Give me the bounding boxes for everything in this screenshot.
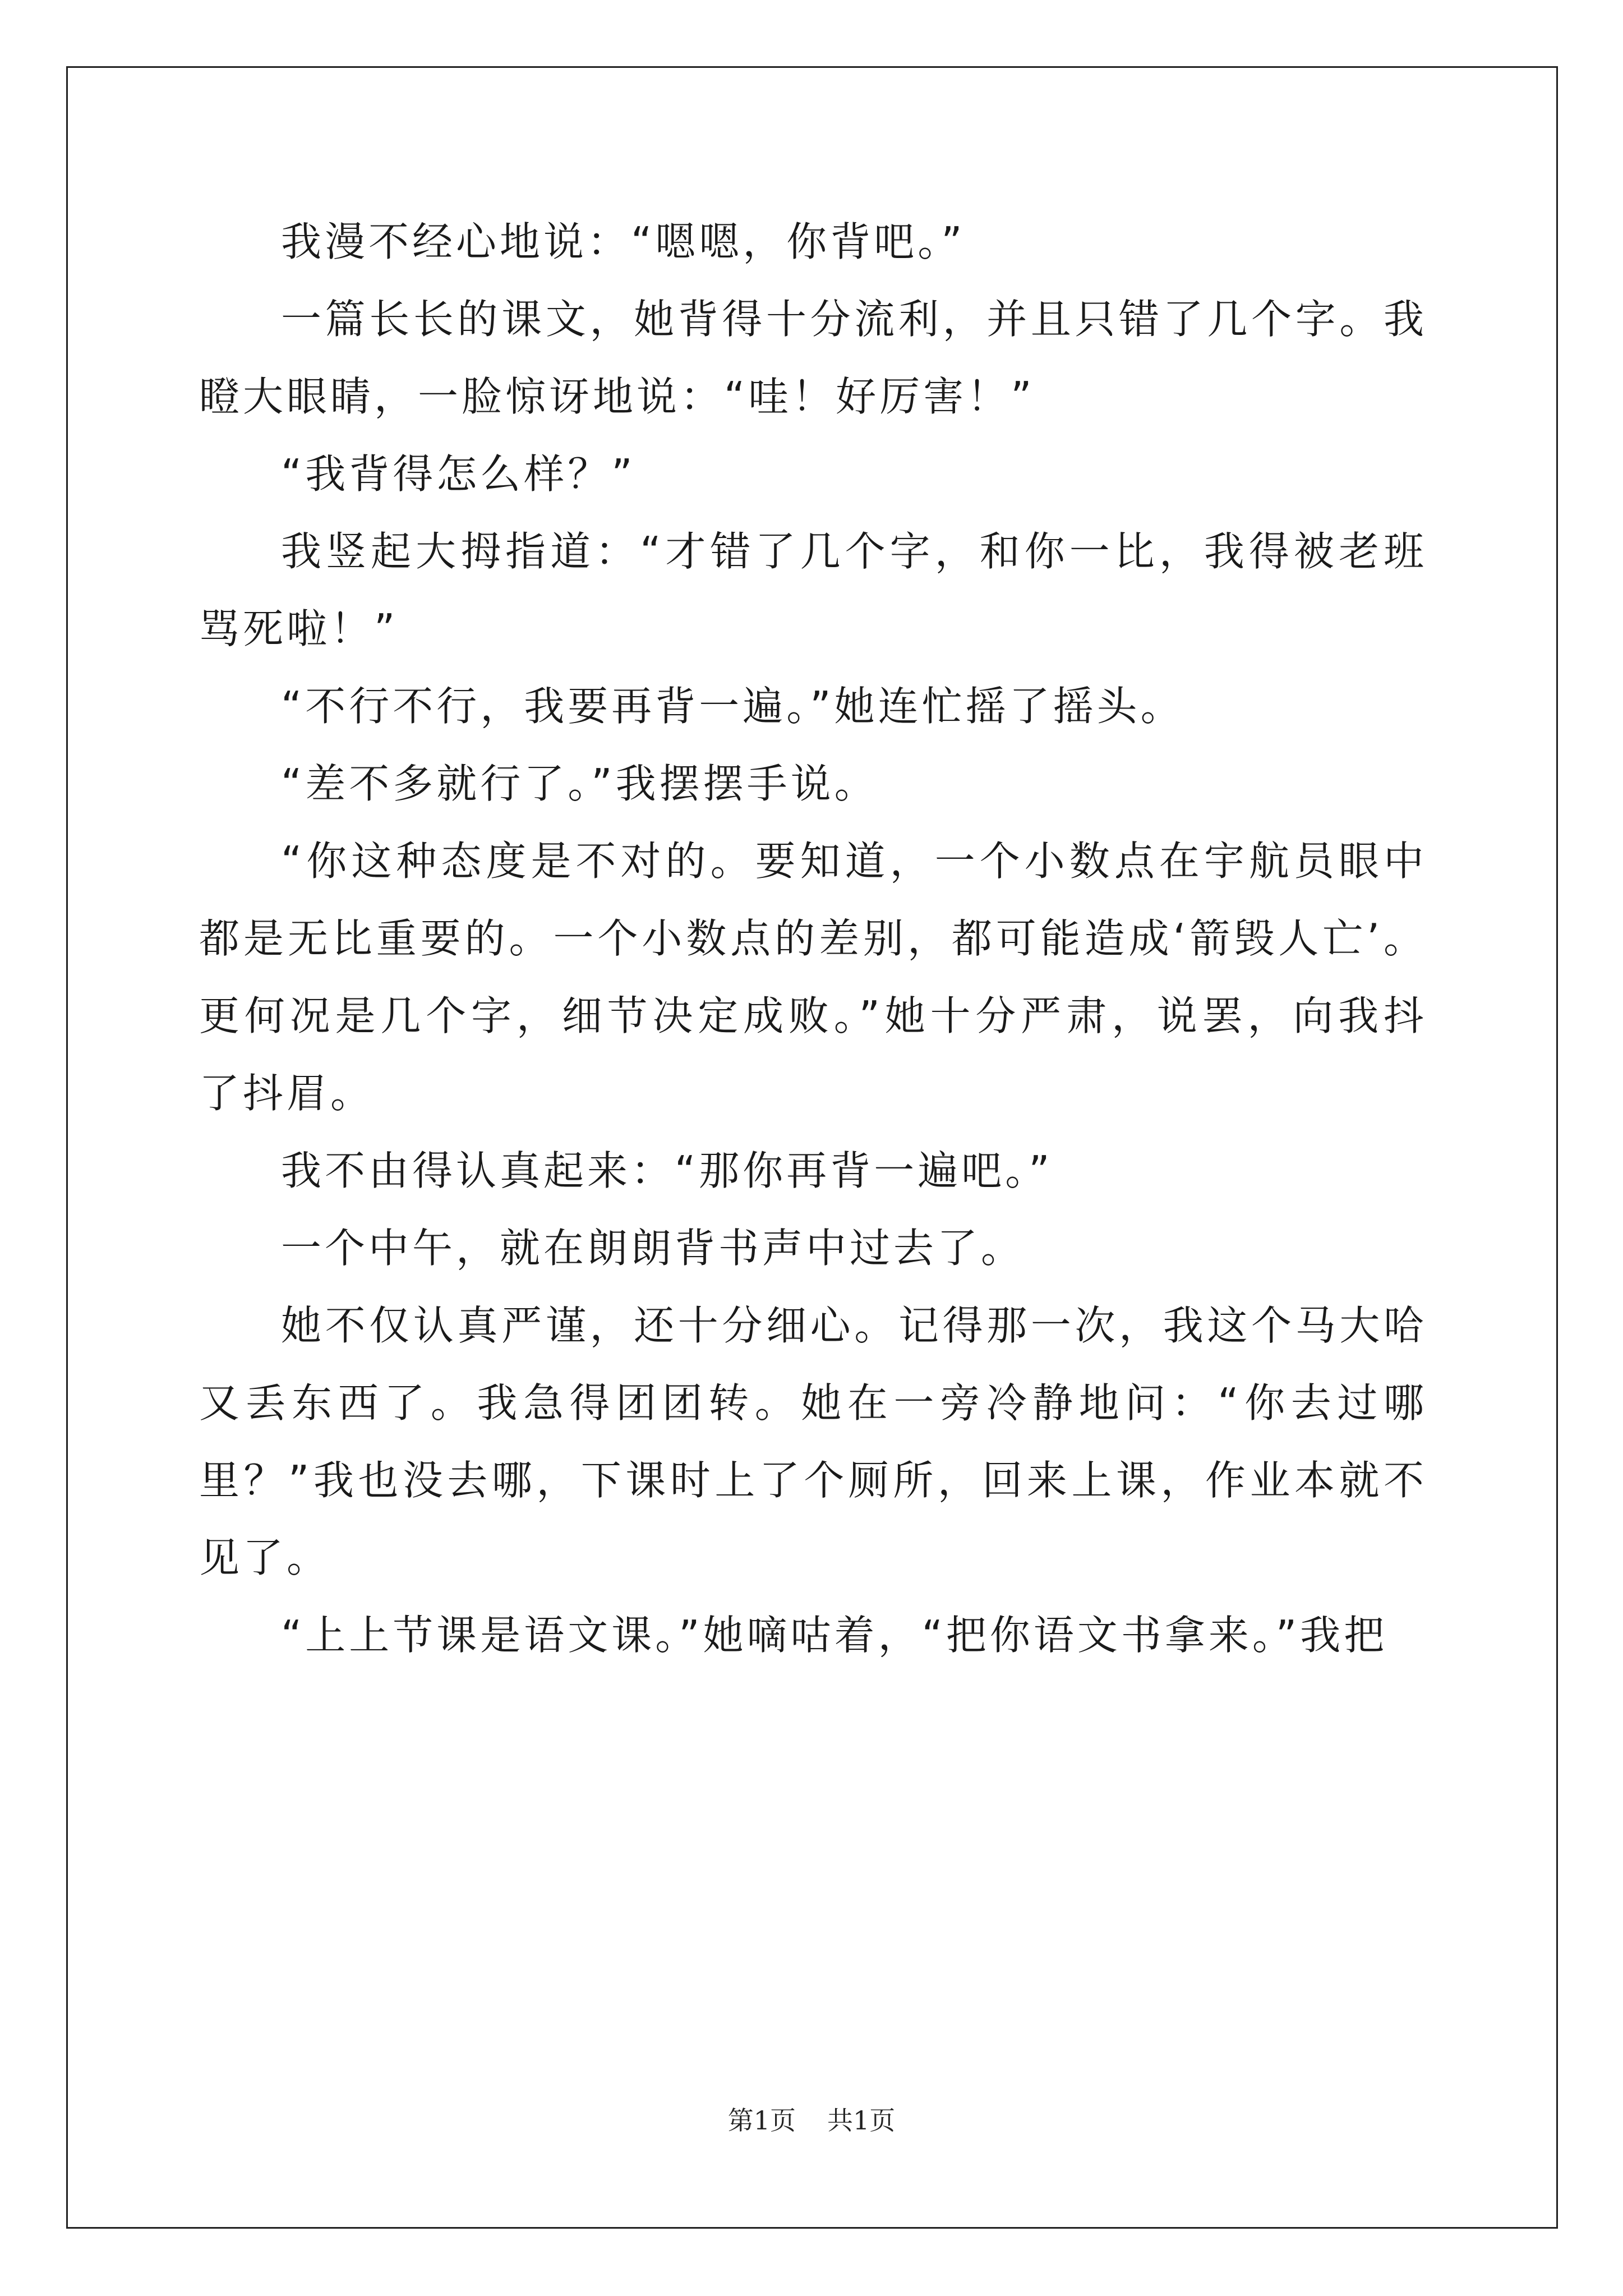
paragraph: “差不多就行了。”我摆摆手说。 xyxy=(281,760,878,807)
paragraph: 我漫不经心地说：“嗯嗯，你背吧。” xyxy=(281,218,966,265)
paragraph: 一篇长长的课文，她背得十分流利，并且只错了几个字。我瞪大眼睛，一脸惊讶地说：“哇！好厉害！” xyxy=(199,296,1427,420)
paragraph: “你这种态度是不对的。要知道，一个小数点在宇航员眼中都是无比重要的。一个小数点的差别，都可能造成‘箭毁人亡’。更何况是几个字，细节决定成败。”她十分严肃，说罢，向我抖了抖眉。 xyxy=(199,838,1427,1117)
page-total: 共1页 xyxy=(827,2105,896,2136)
page-number: 第1页 xyxy=(727,2105,796,2136)
paragraph: 我竖起大拇指道：“才错了几个字，和你一比，我得被老班骂死啦！” xyxy=(199,528,1427,652)
paragraph: “我背得怎么样？” xyxy=(281,450,636,498)
paragraph: “上上节课是语文课。”她嘀咕着，“把你语文书拿来。”我把 xyxy=(281,1612,1388,1659)
paragraph: 一个中午，就在朗朗背书声中过去了。 xyxy=(281,1225,1025,1272)
page-footer xyxy=(0,2104,1623,2137)
paragraph: “不行不行，我要再背一遍。”她连忙摇了摇头。 xyxy=(281,683,1184,730)
document-body xyxy=(199,203,1427,1674)
paragraph: 我不由得认真起来：“那你再背一遍吧。” xyxy=(281,1147,1053,1194)
paragraph: 她不仅认真严谨，还十分细心。记得那一次，我这个马大哈又丢东西了。我急得团团转。她在一旁冷静地问：“你去过哪里？”我也没去哪，下课时上了个厕所，回来上课，作业本就不见了。 xyxy=(199,1302,1427,1581)
